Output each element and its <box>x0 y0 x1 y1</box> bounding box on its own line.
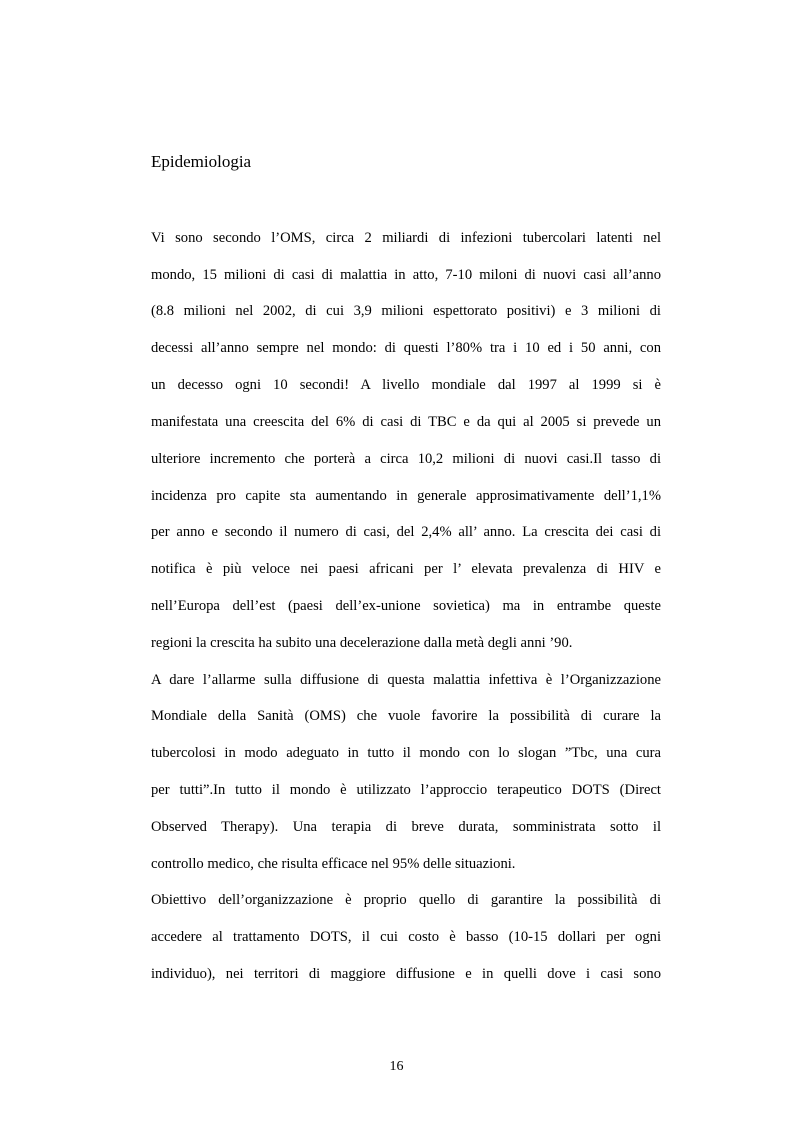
text-line: tubercolosi in modo adeguato in tutto il mondo con lo slogan ”Tbc, una cura <box>151 745 661 761</box>
text-line: per anno e secondo il numero di casi, del 2,4% all’ anno. La crescita dei casi di <box>151 524 661 540</box>
text-line: Vi sono secondo l’OMS, circa 2 miliardi di infezioni tubercolari latenti nel <box>151 230 661 246</box>
text-line: A dare l’allarme sulla diffusione di questa malattia infettiva è l’Organizzazione <box>151 672 661 688</box>
text-line: (8.8 milioni nel 2002, di cui 3,9 milioni espettorato positivi) e 3 milioni di <box>151 303 661 319</box>
text-line: individuo), nei territori di maggiore diffusione e in quelli dove i casi sono <box>151 966 661 982</box>
text-line: nell’Europa dell’est (paesi dell’ex-unione sovietica) ma in entrambe queste <box>151 598 661 614</box>
page-number: 16 <box>389 1059 404 1074</box>
text-line: manifestata una creescita del 6% di casi di TBC e da qui al 2005 si prevede un <box>151 414 661 430</box>
text-line: un decesso ogni 10 secondi! A livello mondiale dal 1997 al 1999 si è <box>151 377 661 393</box>
text-line: accedere al trattamento DOTS, il cui costo è basso (10-15 dollari per ogni <box>151 929 661 945</box>
text-line: regioni la crescita ha subito una decelerazione dalla metà degli anni ’90. <box>151 635 573 651</box>
text-line: Obiettivo dell’organizzazione è proprio quello di garantire la possibilità di <box>151 892 661 908</box>
text-line: mondo, 15 milioni di casi di malattia in atto, 7-10 miloni di nuovi casi all’anno <box>151 267 661 283</box>
text-line: notifica è più veloce nei paesi africani per l’ elevata prevalenza di HIV e <box>151 561 661 577</box>
text-line: incidenza pro capite sta aumentando in generale approsimativamente dell’1,1% <box>151 488 661 504</box>
text-line: controllo medico, che risulta efficace nel 95% delle situazioni. <box>151 856 516 872</box>
text-line: Observed Therapy). Una terapia di breve durata, somministrata sotto il <box>151 819 661 835</box>
text-line: ulteriore incremento che porterà a circa 10,2 milioni di nuovi casi.Il tasso di <box>151 451 661 467</box>
text-line: Mondiale della Sanità (OMS) che vuole favorire la possibilità di curare la <box>151 708 661 724</box>
text-line: decessi all’anno sempre nel mondo: di questi l’80% tra i 10 ed i 50 anni, con <box>151 340 661 356</box>
section-heading: Epidemiologia <box>151 152 252 171</box>
text-line: per tutti”.In tutto il mondo è utilizzato l’approccio terapeutico DOTS (Direct <box>151 782 661 798</box>
